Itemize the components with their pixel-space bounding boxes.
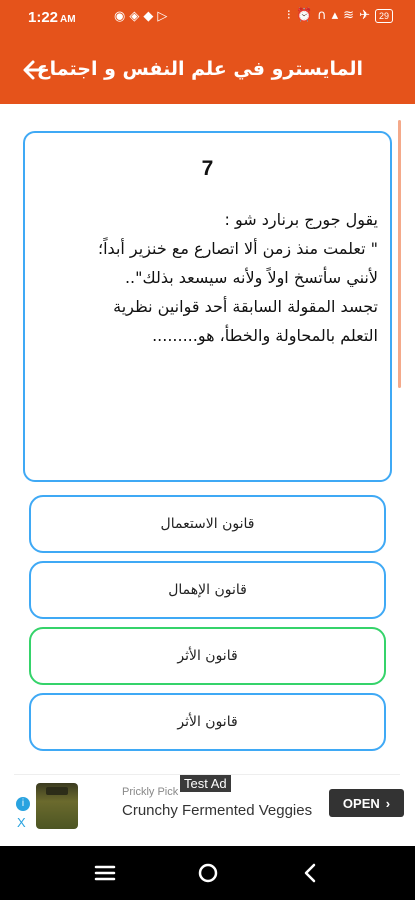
question-line: تجسد المقولة السابقة أحد قوانين نظرية bbox=[113, 297, 378, 316]
answer-option-3[interactable] bbox=[29, 627, 386, 685]
question-line: يقول جورج برنارد شو : bbox=[224, 210, 378, 229]
home-icon[interactable] bbox=[195, 860, 221, 886]
ad-product-image bbox=[36, 783, 78, 829]
question-card bbox=[23, 131, 392, 482]
question-line: لأنني سأتسخ اولاً ولأنه سيسعد بذلك".. bbox=[124, 268, 378, 287]
signal-icon: ▴ bbox=[331, 8, 339, 23]
shield-icon: ◆ bbox=[143, 9, 154, 24]
system-nav-bar bbox=[0, 846, 415, 900]
answer-label: قانون الأثر bbox=[177, 648, 238, 664]
ad-info-icon[interactable]: i bbox=[16, 797, 30, 811]
system-icons bbox=[287, 8, 393, 23]
ad-banner[interactable] bbox=[14, 774, 400, 832]
answer-option-1[interactable] bbox=[29, 495, 386, 553]
headset-icon: ∩ bbox=[317, 8, 327, 23]
answer-label: قانون الاستعمال bbox=[160, 516, 255, 532]
question-line: " تعلمت منذ زمن ألا اتصارع مع خنزير أبداً؛ bbox=[98, 239, 378, 258]
wifi-icon: ≋ bbox=[343, 8, 355, 23]
vpn-icon: ◈ bbox=[129, 9, 140, 24]
question-line: التعلم بالمحاولة والخطأ، هو......... bbox=[152, 326, 378, 345]
question-text bbox=[43, 205, 378, 350]
answer-label: قانون الإهمال bbox=[168, 582, 247, 598]
ad-open-button[interactable] bbox=[329, 789, 404, 817]
notification-icons bbox=[114, 9, 167, 24]
answer-label: قانون الأثر bbox=[177, 714, 238, 730]
ad-brand: Prickly Pick bbox=[122, 786, 179, 798]
battery-icon: 29 bbox=[375, 9, 393, 23]
play-icon: ▷ bbox=[157, 9, 168, 24]
ad-open-label: OPEN bbox=[342, 795, 380, 811]
back-nav-icon[interactable] bbox=[298, 860, 324, 886]
scrollbar[interactable] bbox=[398, 120, 401, 388]
app-title: المايسترو في علم النفس و اجتماع bbox=[36, 58, 363, 80]
chevron-right-icon: › bbox=[385, 795, 391, 811]
answer-option-2[interactable] bbox=[29, 561, 386, 619]
answer-option-4[interactable] bbox=[29, 693, 386, 751]
recent-apps-icon[interactable] bbox=[92, 860, 118, 886]
status-bar bbox=[0, 0, 415, 38]
question-number: 7 bbox=[201, 157, 214, 180]
ad-close-icon[interactable]: X bbox=[17, 815, 26, 830]
airplane-icon: ✈ bbox=[359, 8, 370, 23]
status-time: 1:22 AM bbox=[28, 9, 76, 26]
ad-test-label: Test Ad bbox=[180, 775, 231, 792]
app-bar bbox=[0, 38, 415, 104]
alarm-icon: ⏰ bbox=[295, 8, 313, 23]
ad-headline: Crunchy Fermented Veggies bbox=[122, 802, 313, 819]
more-dots-icon: ⁝ bbox=[286, 8, 291, 23]
messenger-icon: ◉ bbox=[114, 9, 126, 24]
